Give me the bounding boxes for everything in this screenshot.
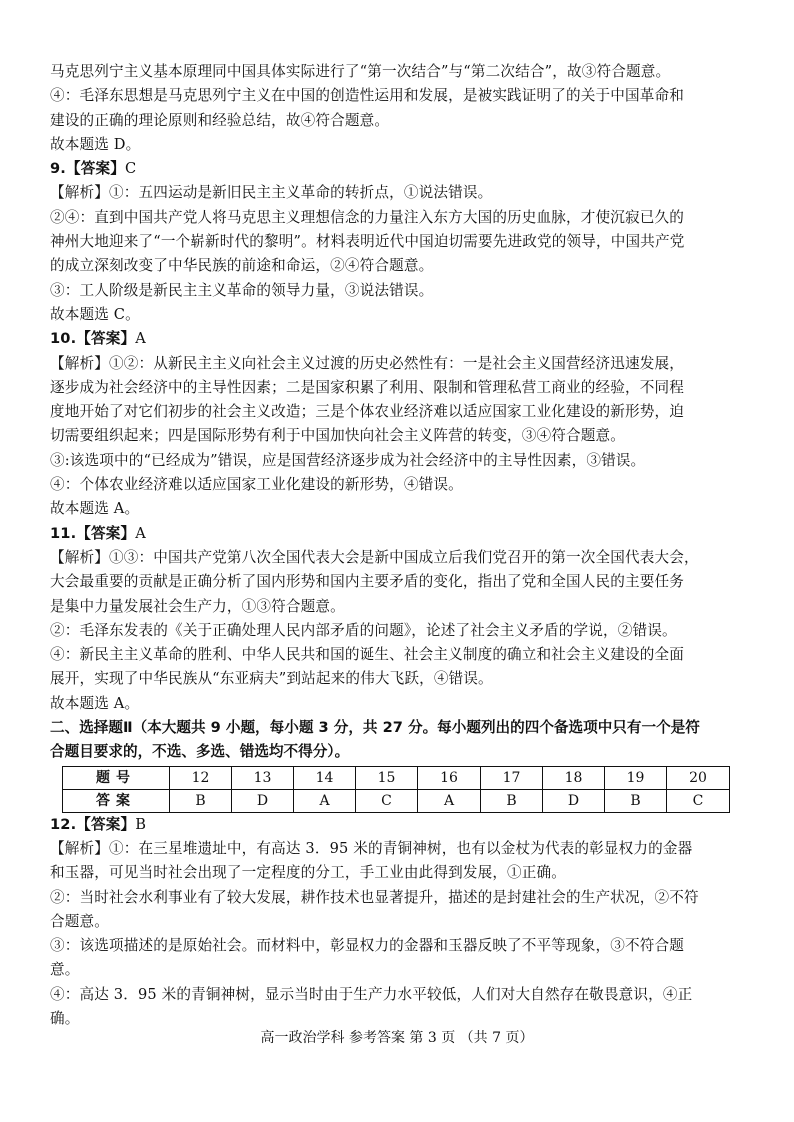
analysis-line: ②：毛泽东发表的《关于正确处理人民内部矛盾的问题》，论述了社会主义矛盾的学说，②错误。: [50, 621, 677, 639]
analysis-line: 【解析】①：五四运动是新旧民主主义革命的转折点，①说法错误。: [50, 184, 493, 202]
analysis-line: 大会最重要的贡献是正确分析了国内形势和国内主要矛盾的变化，指出了党和全国人民的主要任务: [50, 573, 684, 591]
analysis-line: 逐步成为社会经济中的主导性因素；二是国家积累了利用、限制和管理私营工商业的经验，不同程: [50, 378, 684, 396]
table-header-cell: 答案: [63, 789, 170, 812]
analysis-line: 故本题选 A。: [50, 500, 140, 518]
question-number-cell: 15: [356, 766, 418, 789]
question-number-cell: 18: [543, 766, 605, 789]
analysis-line: ④：新民主主义革命的胜利、中华人民共和国的诞生、社会主义制度的确立和社会主义建设的全面: [50, 646, 684, 664]
question-number: 11.【答案】: [50, 524, 136, 542]
analysis-line: ③：工人阶级是新民主主义革命的领导力量，③说法错误。: [50, 281, 434, 299]
answer-cell: D: [232, 789, 294, 812]
analysis-line: 度地开始了对它们初步的社会主义改造；三是个体农业经济难以适应国家工业化建设的新形势，迫: [50, 403, 684, 421]
question-number-cell: 14: [294, 766, 356, 789]
analysis-line: ④：高达 3．95 米的青铜神树，显示当时由于生产力水平较低，人们对大自然存在敬畏意识，④正: [50, 985, 693, 1003]
analysis-line: ②④：直到中国共产党人将马克思主义理想信念的力量注入东方大国的历史血脉，才使沉寂已久的: [50, 208, 684, 226]
question-number-cell: 20: [667, 766, 730, 789]
answer-cell: B: [481, 789, 543, 812]
text-line: 建设的正确的理论原则和经验总结，故④符合题意。: [50, 111, 390, 129]
analysis-line: ④：个体农业经济难以适应国家工业化建设的新形势，④错误。: [50, 476, 463, 494]
question-number: 10.【答案】: [50, 330, 136, 348]
answer-letter: A: [135, 524, 146, 542]
text-line: 马克思列宁主义基本原理同中国具体实际进行了“第一次结合”与“第二次结合”，故③符合题意。: [50, 63, 671, 80]
table-header-cell: 题号: [63, 766, 170, 789]
analysis-line: 【解析】①②：从新民主主义向社会主义过渡的历史必然性有：一是社会主义国营经济迅速发展，: [50, 354, 684, 372]
question-number-cell: 17: [481, 766, 543, 789]
answer-letter: A: [135, 330, 146, 348]
answer-cell: B: [170, 789, 232, 812]
analysis-line: ③:该选项中的“已经成为”错误，应是国营经济逐步成为社会经济中的主导性因素，③错误。: [50, 451, 646, 469]
answer-letter: B: [135, 815, 147, 833]
analysis-line: 展开，实现了中华民族从“东亚病夫”到站起来的伟大飞跃，④错误。: [50, 670, 493, 688]
analysis-line: 【解析】①：在三星堆遗址中，有高达 3．95 米的青铜神树，也有以金杖为代表的彰显权力的金器: [50, 839, 693, 857]
question-number-cell: 13: [232, 766, 294, 789]
analysis-line: 神州大地迎来了“一个崭新时代的黎明”。材料表明近代中国迫切需要先进政党的领导，中国共产党: [50, 233, 685, 251]
analysis-line: 故本题选 A。: [50, 694, 140, 712]
analysis-line: 合题意。: [50, 912, 109, 930]
analysis-line: 确。: [50, 1009, 80, 1027]
question-number: 9.【答案】: [50, 160, 125, 178]
question-11-answer: [50, 522, 750, 546]
analysis-line: 故本题选 C。: [50, 305, 140, 323]
question-12-answer: [50, 813, 750, 837]
answer-cell: C: [667, 789, 730, 812]
answer-table: [62, 766, 730, 813]
answer-letter: C: [124, 160, 137, 178]
text-line: ④：毛泽东思想是马克思列宁主义在中国的创造性运用和发展，是被实践证明了的关于中国革命和: [50, 87, 684, 105]
section-heading: 合题目要求的，不选、多选、错选均不得分）。: [50, 743, 350, 761]
answer-cell: B: [605, 789, 667, 812]
question-number: 12.【答案】: [50, 815, 136, 833]
analysis-line: 是集中力量发展社会生产力，①③符合题意。: [50, 597, 345, 615]
analysis-line: 意。: [50, 961, 80, 979]
question-number-cell: 16: [418, 766, 481, 789]
analysis-line: ②：当时社会水利事业有了较大发展，耕作技术也显著提升，描述的是封建社会的生产状况，②不符: [50, 888, 699, 906]
page-footer: 高一政治学科 参考答案 第 3 页 （共 7 页）: [260, 1030, 534, 1046]
table-row: [63, 789, 730, 812]
section-heading: 二、选择题Ⅱ（本大题共 9 小题，每小题 3 分，共 27 分。每小题列出的四个备选项中只有一个是符: [50, 719, 700, 737]
table-row: [63, 766, 730, 789]
answer-cell: A: [294, 789, 356, 812]
answer-cell: A: [418, 789, 481, 812]
answer-cell: C: [356, 789, 418, 812]
analysis-line: 切需要组织起来；四是国际形势有利于中国加快向社会主义阵营的转变，③④符合题意。: [50, 427, 626, 445]
question-9-answer: [50, 157, 750, 181]
analysis-line: 和玉器，可见当时社会出现了一定程度的分工，手工业由此得到发展，①正确。: [50, 864, 567, 882]
question-10-answer: [50, 327, 750, 351]
answer-cell: D: [543, 789, 605, 812]
text-line: 故本题选 D。: [50, 135, 141, 153]
analysis-line: 的成立深刻改变了中华民族的前途和命运，②④符合题意。: [50, 257, 434, 275]
question-number-cell: 19: [605, 766, 667, 789]
question-number-cell: 12: [170, 766, 232, 789]
analysis-line: 【解析】①③：中国共产党第八次全国代表大会是新中国成立后我们党召开的第一次全国代表大会，: [50, 548, 699, 566]
analysis-line: ③：该选项描述的是原始社会。而材料中，彰显权力的金器和玉器反映了不平等现象，③不符合题: [50, 937, 684, 955]
answer-key-content: [50, 60, 750, 1031]
